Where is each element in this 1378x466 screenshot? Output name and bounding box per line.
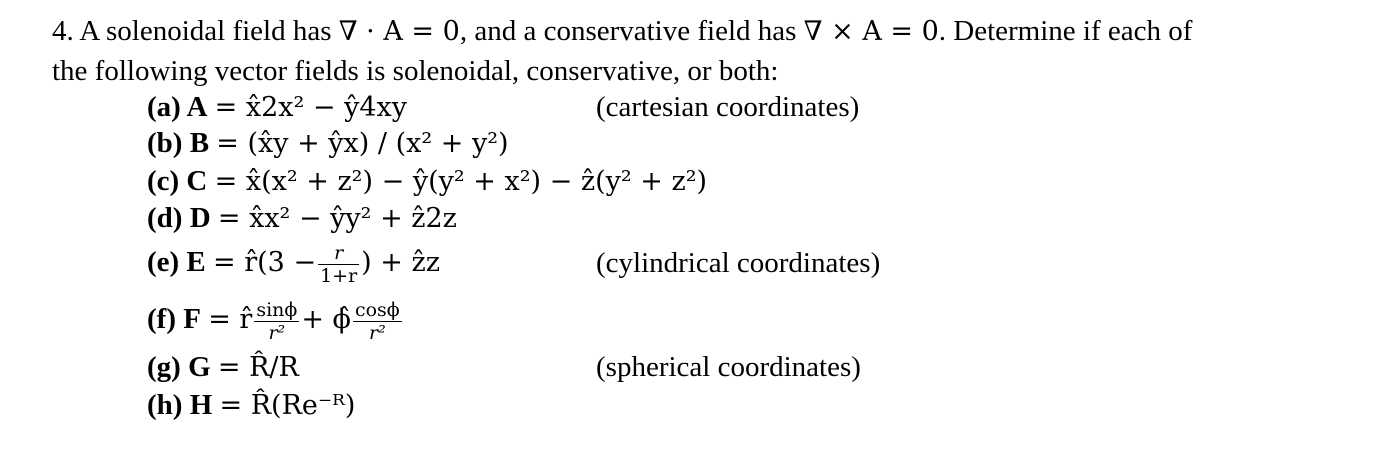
intro-text-b: , and a conservative field has bbox=[459, 15, 797, 47]
problem-number: 4. bbox=[52, 15, 74, 47]
item-c-label: (c) C bbox=[147, 165, 208, 197]
problem-statement-line-2 bbox=[52, 54, 778, 88]
item-a-label: (a) A bbox=[147, 91, 208, 123]
intro-text-c: . Determine if each of bbox=[938, 15, 1193, 47]
item-b-label: (b) B bbox=[147, 127, 210, 159]
item-d-label: (d) D bbox=[147, 202, 211, 234]
item-e-fraction-numerator: r bbox=[318, 242, 359, 265]
problem-statement-line-1 bbox=[52, 14, 1192, 49]
item-h-expression: = R̂(Re⁻ᴿ) bbox=[219, 390, 356, 421]
item-e-fraction bbox=[318, 242, 359, 287]
item-c bbox=[147, 164, 707, 199]
item-d bbox=[147, 201, 457, 236]
item-f-expression-b: + ϕ̂ bbox=[301, 304, 351, 336]
item-a-expression: = x̂2x² − ŷ4xy bbox=[214, 92, 408, 123]
item-g bbox=[147, 350, 299, 385]
item-f-fraction-2-numerator: cosϕ bbox=[354, 299, 400, 321]
item-f-expression-a: = r̂ bbox=[208, 304, 253, 336]
item-f-label: (f) F bbox=[147, 303, 201, 336]
cartesian-note: (cartesian coordinates) bbox=[596, 91, 860, 123]
item-e-expression-a: = r̂(3 − bbox=[213, 247, 317, 279]
item-g-expression: = R̂/R bbox=[217, 352, 299, 383]
intro-text-line-2: the following vector fields is solenoidal, conservative, or both: bbox=[52, 55, 779, 87]
item-e-fraction-denominator: 1+r bbox=[320, 265, 358, 287]
item-h bbox=[147, 388, 355, 423]
item-e-expression-b: ) + ẑz bbox=[361, 247, 440, 279]
cylindrical-note: (cylindrical coordinates) bbox=[596, 247, 881, 279]
item-f-fraction-2 bbox=[353, 299, 402, 344]
item-b bbox=[147, 126, 509, 161]
item-f bbox=[147, 299, 404, 344]
item-f-fraction-1 bbox=[254, 299, 299, 344]
item-b-expression: = (x̂y + ŷx) / (x² + y²) bbox=[216, 128, 509, 159]
divergence-equation: ∇ · A = 0 bbox=[338, 16, 460, 47]
intro-text-a: A solenoidal field has bbox=[79, 15, 332, 47]
item-e-label: (e) E bbox=[147, 246, 206, 279]
curl-equation: ∇ × A = 0 bbox=[803, 16, 939, 47]
item-f-fraction-1-numerator: sinϕ bbox=[256, 299, 298, 321]
item-a bbox=[147, 90, 407, 125]
item-d-expression: = x̂x² − ŷy² + ẑ2z bbox=[217, 203, 457, 234]
spherical-note: (spherical coordinates) bbox=[596, 351, 861, 383]
item-e bbox=[147, 242, 440, 287]
item-f-fraction-1-denominator: r² bbox=[268, 322, 286, 344]
item-g-label: (g) G bbox=[147, 351, 211, 383]
item-h-label: (h) H bbox=[147, 389, 213, 421]
item-c-expression: = x̂(x² + z²) − ŷ(y² + x²) − ẑ(y² + z²) bbox=[214, 166, 708, 197]
item-f-fraction-2-denominator: r² bbox=[369, 322, 386, 344]
